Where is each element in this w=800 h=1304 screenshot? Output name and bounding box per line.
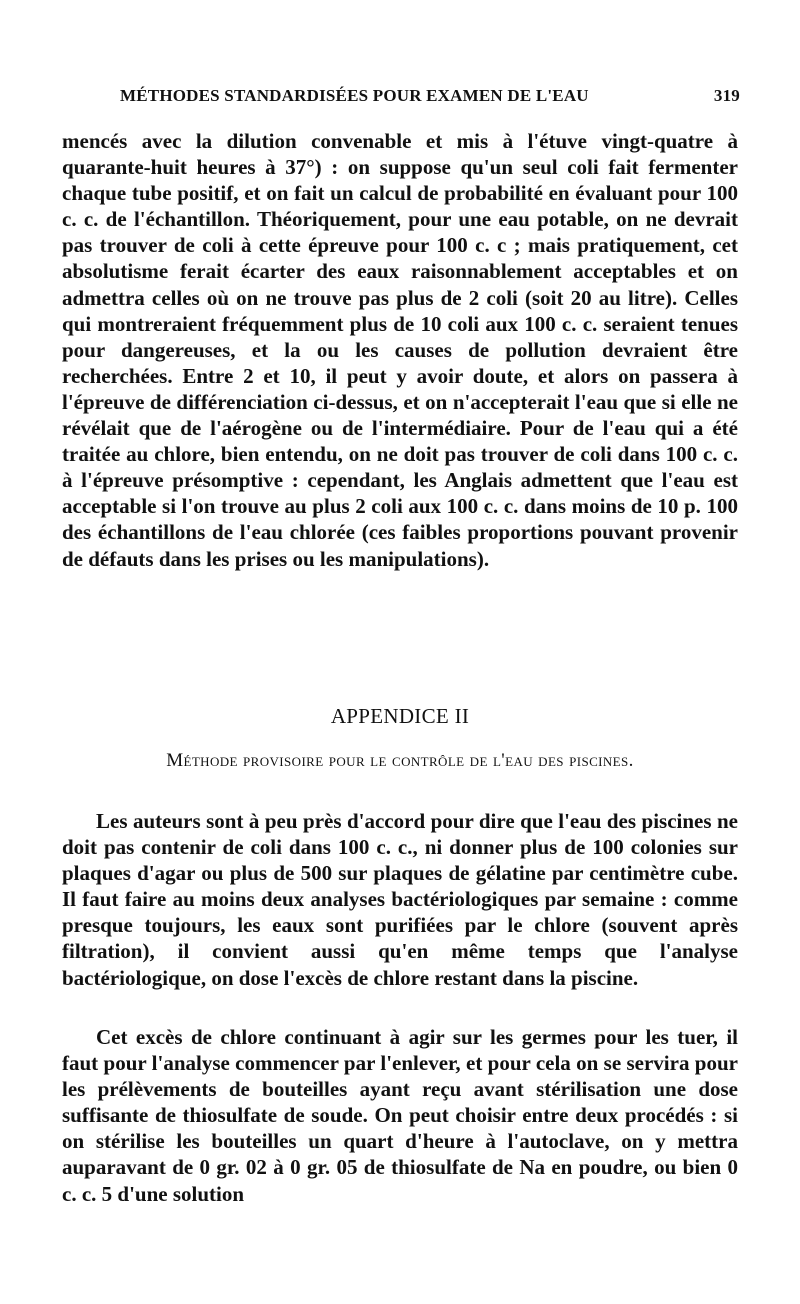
- paragraph-continued: mencés avec la dilution convenable et mis à l'étuve vingt-quatre à quarante-huit heures à 37°) : on suppose qu'un seul coli fait fermenter chaque tube positif, et on fait un calcul de probabilité en évaluant pour 100 c. c. de l'échantillon. Théoriquement, pour une eau potable, on ne devrait pas trouver de coli à cette épreuve pour 100 c. c ; mais pratiquement, cet absolutisme ferait écarter des eaux raisonnablement acceptables et on admettra celles où on ne trouve pas plus de 2 coli (soit 20 au litre). Celles qui montreraient fréquemment plus de 10 coli aux 100 c. c. seraient tenues pour dangereuses, et la ou les causes de pollution devraient être recherchées. Entre 2 et 10, il peut y avoir doute, et alors on passera à l'épreuve de différenciation ci-dessus, et on n'accepterait l'eau que si elle ne révélait que de l'aérogène ou de l'intermédiaire. Pour de l'eau qui a été traitée au chlore, bien entendu, on ne doit pas trouver de coli dans 100 c. c. à l'épreuve présomptive : cependant, les Anglais admettent que l'eau est acceptable si l'on trouve au plus 2 coli aux 100 c. c. dans moins de 10 p. 100 des échantillons de l'eau chlorée (ces faibles proportions pouvant provenir de défauts dans les prises ou les manipulations).: [62, 129, 738, 571]
- appendix-subheading: Méthode provisoire pour le contrôle de l'eau des piscines.: [166, 750, 634, 771]
- page-number: 319: [713, 86, 740, 105]
- paragraph-pools-intro: Les auteurs sont à peu près d'accord pour dire que l'eau des piscines ne doit pas contenir de coli dans 100 c. c., ni donner plus de 100 colonies sur plaques d'agar ou plus de 500 sur plaques de gélatine par centimètre cube. Il faut faire au moins deux analyses bactériologiques par semaine : comme presque toujours, les eaux sont purifiées par le chlore (souvent après filtration), il convient aussi qu'en même temps que l'analyse bactériologique, on dose l'excès de chlore restant dans la piscine.: [62, 809, 738, 990]
- appendix-heading: APPENDICE II: [330, 704, 470, 728]
- paragraph-chlorine-removal: Cet excès de chlore continuant à agir sur les germes pour les tuer, il faut pour l'analyse commencer par l'enlever, et pour cela on se servira pour les prélèvements de bouteilles ayant reçu avant stérilisation une dose suffisante de thiosulfate de soude. On peut choisir entre deux procédés : si on stérilise les bouteilles un quart d'heure à l'autoclave, on y mettra auparavant de 0 gr. 02 à 0 gr. 05 de thiosulfate de Na en poudre, ou bien 0 c. c. 5 d'une solution: [62, 1025, 738, 1206]
- running-head: [60, 86, 740, 112]
- running-head-title: MÉTHODES STANDARDISÉES POUR EXAMEN DE L'EAU: [120, 86, 589, 105]
